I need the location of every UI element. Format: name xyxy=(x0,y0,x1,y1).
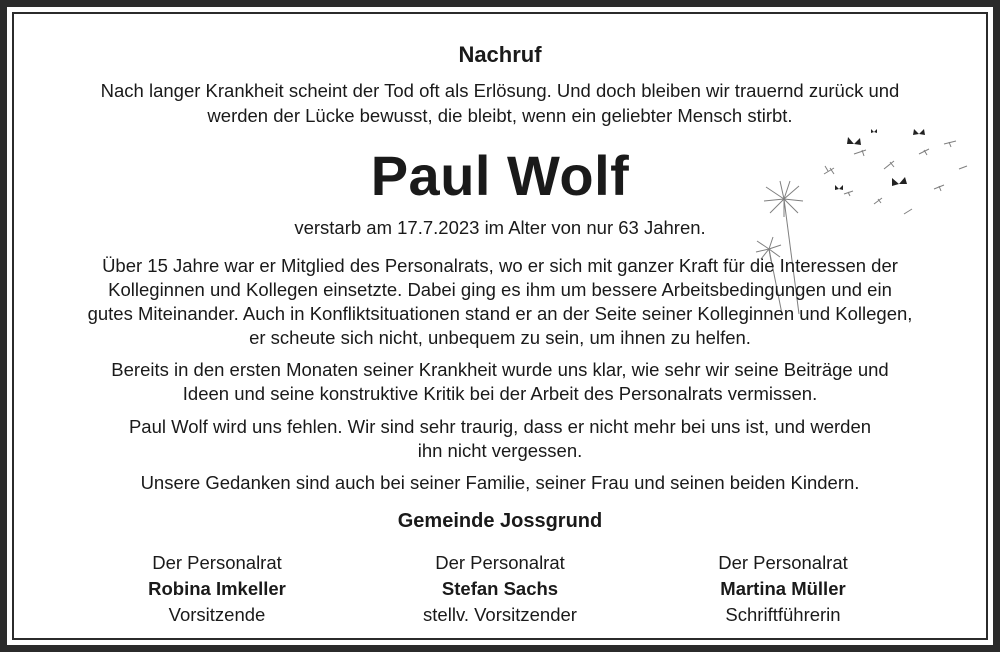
intro-text xyxy=(14,78,986,128)
notice-heading: Nachruf xyxy=(458,42,542,67)
signatory-body: Der Personalrat xyxy=(718,552,848,573)
intro-line: Nach langer Krankheit scheint der Tod oft als Erlösung. Und doch bleiben wir trauernd zurück und xyxy=(100,80,900,101)
intro-line: werden der Lücke bewusst, die bleibt, wenn ein geliebter Mensch stirbt. xyxy=(207,105,793,126)
death-date-line: verstarb am 17.7.2023 im Alter von nur 63 Jahren. xyxy=(294,217,706,238)
obituary-notice xyxy=(14,14,986,638)
paragraph-line: Bereits in den ersten Monaten seiner Krankheit wurde uns klar, wie sehr wir seine Beiträge und xyxy=(111,359,889,380)
signatory-role: Vorsitzende xyxy=(168,604,266,625)
organization-name: Gemeinde Jossgrund xyxy=(397,510,603,532)
paragraph-line: Über 15 Jahre war er Mitglied des Personalrats, wo er sich mit ganzer Kraft für die Interessen der xyxy=(102,255,898,276)
paragraph-illness xyxy=(14,358,986,406)
signatory-3 xyxy=(633,550,933,628)
signatory-name: Stefan Sachs xyxy=(441,578,559,599)
signatory-name: Martina Müller xyxy=(720,578,846,599)
paragraph-farewell xyxy=(14,415,986,463)
signatory-body: Der Personalrat xyxy=(152,552,282,573)
paragraph-line: ihn nicht vergessen. xyxy=(417,440,583,461)
signatory-name: Robina Imkeller xyxy=(148,578,286,599)
paragraph-family: Unsere Gedanken sind auch bei seiner Familie, seiner Frau und seinen beiden Kindern. xyxy=(140,472,860,493)
deceased-name: Paul Wolf xyxy=(370,144,630,207)
signatory-role: stellv. Vorsitzender xyxy=(423,604,577,625)
paragraph-line: gutes Miteinander. Auch in Konfliktsituationen stand er an der Seite seiner Kolleginnen und Kollegen, xyxy=(87,303,913,324)
signatory-2 xyxy=(350,550,650,628)
signatory-role: Schriftführerin xyxy=(725,604,841,625)
paragraph-line: Ideen und seine konstruktive Kritik bei der Arbeit des Personalrats vermissen. xyxy=(182,383,818,404)
paragraph-line: er scheute sich nicht, unbequem zu sein, um ihnen zu helfen. xyxy=(249,327,751,348)
signatory-1 xyxy=(67,550,367,628)
signatory-body: Der Personalrat xyxy=(435,552,565,573)
paragraph-tribute xyxy=(14,254,986,350)
paragraph-line: Kolleginnen und Kollegen einsetzte. Dabei ging es ihm um bessere Arbeitsbedingungen und ein xyxy=(108,279,892,300)
paragraph-line: Paul Wolf wird uns fehlen. Wir sind sehr traurig, dass er nicht mehr bei uns ist, und werden xyxy=(128,416,872,437)
